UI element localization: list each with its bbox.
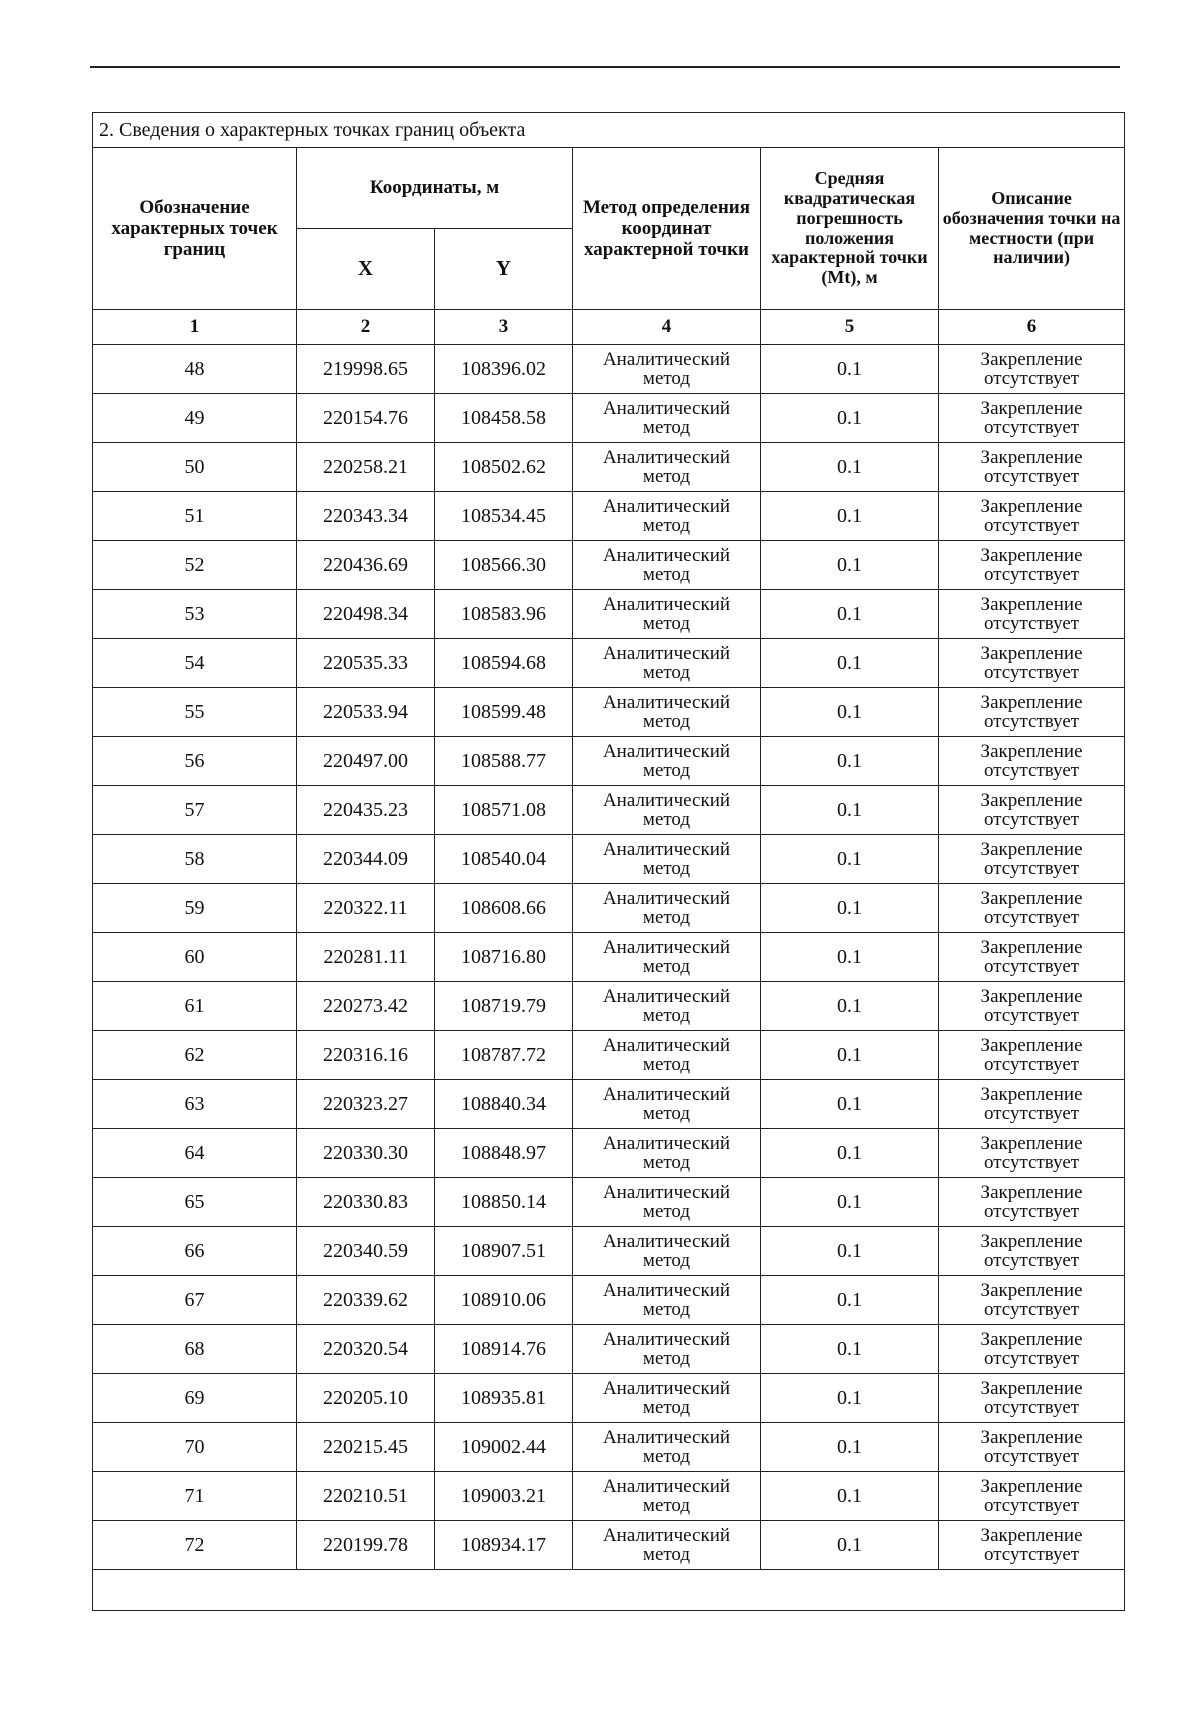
error-mt: 0.1 <box>761 1129 939 1178</box>
method-line: метод <box>642 1446 691 1467</box>
coord-y: 108502.62 <box>435 443 573 492</box>
coord-x: 220497.00 <box>297 737 435 786</box>
coord-y: 108458.58 <box>435 394 573 443</box>
description-cell <box>939 1178 1125 1227</box>
coord-y: 109003.21 <box>435 1472 573 1521</box>
coord-y: 108571.08 <box>435 786 573 835</box>
table-row <box>93 1374 1125 1423</box>
method-cell <box>573 492 761 541</box>
coord-y: 108534.45 <box>435 492 573 541</box>
method-line: Аналитический <box>602 594 731 615</box>
method-line: Аналитический <box>602 1231 731 1252</box>
description-cell <box>939 688 1125 737</box>
coord-x: 220330.30 <box>297 1129 435 1178</box>
header-error: Средняя квадратическая погрешность положения характерной точки (Mt), м <box>761 148 939 310</box>
description-line: отсутствует <box>984 1054 1080 1075</box>
error-mt: 0.1 <box>761 1472 939 1521</box>
description-line: Закрепление <box>980 1378 1083 1399</box>
method-line: метод <box>642 858 691 879</box>
header-coordinates: Координаты, м <box>297 148 573 229</box>
description-cell <box>939 345 1125 394</box>
table-row <box>93 1080 1125 1129</box>
description-cell <box>939 1521 1125 1570</box>
method-line: Аналитический <box>602 1182 731 1203</box>
method-cell <box>573 1227 761 1276</box>
point-id: 66 <box>93 1227 297 1276</box>
description-line: Закрепление <box>980 594 1083 615</box>
point-id: 53 <box>93 590 297 639</box>
coord-x: 220339.62 <box>297 1276 435 1325</box>
coord-y: 108910.06 <box>435 1276 573 1325</box>
table-row <box>93 492 1125 541</box>
description-line: отсутствует <box>984 1152 1080 1173</box>
header-description: Описание обозначения точки на местности (при наличии) <box>939 148 1125 310</box>
coord-y: 108588.77 <box>435 737 573 786</box>
point-id: 49 <box>93 394 297 443</box>
header-point-designation: Обозначение характерных точек границ <box>93 148 297 310</box>
method-line: метод <box>642 956 691 977</box>
coord-x: 220330.83 <box>297 1178 435 1227</box>
description-line: Закрепление <box>980 1182 1083 1203</box>
method-cell <box>573 590 761 639</box>
coord-x: 220323.27 <box>297 1080 435 1129</box>
method-cell <box>573 345 761 394</box>
method-line: Аналитический <box>602 986 731 1007</box>
description-line: Закрепление <box>980 888 1083 909</box>
method-line: метод <box>642 907 691 928</box>
description-cell <box>939 786 1125 835</box>
point-id: 62 <box>93 1031 297 1080</box>
method-line: метод <box>642 1299 691 1320</box>
method-cell <box>573 884 761 933</box>
description-cell <box>939 1472 1125 1521</box>
column-number: 6 <box>939 310 1125 345</box>
description-line: Закрепление <box>980 790 1083 811</box>
description-line: Закрепление <box>980 692 1083 713</box>
method-line: метод <box>642 466 691 487</box>
error-mt: 0.1 <box>761 786 939 835</box>
method-cell <box>573 1325 761 1374</box>
error-mt: 0.1 <box>761 1325 939 1374</box>
method-line: метод <box>642 564 691 585</box>
coord-x: 220281.11 <box>297 933 435 982</box>
method-line: Аналитический <box>602 1035 731 1056</box>
column-number: 5 <box>761 310 939 345</box>
coord-x: 220210.51 <box>297 1472 435 1521</box>
coord-y: 108608.66 <box>435 884 573 933</box>
table-row <box>93 590 1125 639</box>
method-line: Аналитический <box>602 1525 731 1546</box>
method-line: Аналитический <box>602 1427 731 1448</box>
coord-y: 108914.76 <box>435 1325 573 1374</box>
method-cell <box>573 835 761 884</box>
coord-y: 108934.17 <box>435 1521 573 1570</box>
description-line: отсутствует <box>984 1397 1080 1418</box>
section-title: 2. Сведения о характерных точках границ объекта <box>93 113 1125 148</box>
method-line: Аналитический <box>602 1133 731 1154</box>
error-mt: 0.1 <box>761 345 939 394</box>
method-cell <box>573 443 761 492</box>
method-line: Аналитический <box>602 741 731 762</box>
method-line: Аналитический <box>602 839 731 860</box>
point-id: 58 <box>93 835 297 884</box>
description-cell <box>939 590 1125 639</box>
point-id: 57 <box>93 786 297 835</box>
header-x: X <box>297 229 435 310</box>
method-line: Аналитический <box>602 398 731 419</box>
table-row <box>93 1129 1125 1178</box>
table-row <box>93 1325 1125 1374</box>
point-id: 51 <box>93 492 297 541</box>
description-line: отсутствует <box>984 1495 1080 1516</box>
method-line: Аналитический <box>602 1329 731 1350</box>
description-cell <box>939 1031 1125 1080</box>
description-cell <box>939 639 1125 688</box>
coord-y: 108716.80 <box>435 933 573 982</box>
table-row <box>93 1423 1125 1472</box>
description-line: отсутствует <box>984 1250 1080 1271</box>
table-row <box>93 443 1125 492</box>
method-line: Аналитический <box>602 888 731 909</box>
coord-x: 220199.78 <box>297 1521 435 1570</box>
point-id: 63 <box>93 1080 297 1129</box>
coord-x: 220215.45 <box>297 1423 435 1472</box>
method-line: метод <box>642 1054 691 1075</box>
coord-y: 108396.02 <box>435 345 573 394</box>
error-mt: 0.1 <box>761 590 939 639</box>
method-cell <box>573 786 761 835</box>
point-id: 67 <box>93 1276 297 1325</box>
method-cell <box>573 1080 761 1129</box>
table-row <box>93 1031 1125 1080</box>
description-line: Закрепление <box>980 447 1083 468</box>
method-cell <box>573 541 761 590</box>
table-row <box>93 1472 1125 1521</box>
description-line: отсутствует <box>984 1544 1080 1565</box>
description-line: Закрепление <box>980 545 1083 566</box>
table-row <box>93 933 1125 982</box>
method-line: Аналитический <box>602 447 731 468</box>
table-row <box>93 835 1125 884</box>
method-line: Аналитический <box>602 1378 731 1399</box>
point-id: 48 <box>93 345 297 394</box>
method-cell <box>573 639 761 688</box>
method-cell <box>573 1521 761 1570</box>
point-id: 60 <box>93 933 297 982</box>
description-line: отсутствует <box>984 760 1080 781</box>
point-id: 61 <box>93 982 297 1031</box>
description-cell <box>939 1080 1125 1129</box>
coord-y: 108935.81 <box>435 1374 573 1423</box>
method-cell <box>573 1472 761 1521</box>
error-mt: 0.1 <box>761 1227 939 1276</box>
method-cell <box>573 1423 761 1472</box>
description-line: Закрепление <box>980 1476 1083 1497</box>
error-mt: 0.1 <box>761 835 939 884</box>
description-cell <box>939 1276 1125 1325</box>
method-line: метод <box>642 760 691 781</box>
error-mt: 0.1 <box>761 443 939 492</box>
coord-x: 220343.34 <box>297 492 435 541</box>
method-line: метод <box>642 1005 691 1026</box>
top-rule <box>90 66 1120 68</box>
method-line: Аналитический <box>602 1084 731 1105</box>
method-line: Аналитический <box>602 937 731 958</box>
method-line: метод <box>642 1201 691 1222</box>
method-cell <box>573 394 761 443</box>
coord-x: 220316.16 <box>297 1031 435 1080</box>
method-line: Аналитический <box>602 349 731 370</box>
table-row <box>93 639 1125 688</box>
table-row <box>93 394 1125 443</box>
error-mt: 0.1 <box>761 884 939 933</box>
method-cell <box>573 1374 761 1423</box>
description-line: отсутствует <box>984 809 1080 830</box>
description-cell <box>939 835 1125 884</box>
coord-x: 220205.10 <box>297 1374 435 1423</box>
coord-y: 109002.44 <box>435 1423 573 1472</box>
method-line: Аналитический <box>602 790 731 811</box>
coord-x: 220273.42 <box>297 982 435 1031</box>
column-number: 2 <box>297 310 435 345</box>
boundary-points-table <box>92 112 1125 1611</box>
table-row <box>93 737 1125 786</box>
method-line: метод <box>642 1397 691 1418</box>
coord-x: 220344.09 <box>297 835 435 884</box>
error-mt: 0.1 <box>761 1080 939 1129</box>
coord-x: 220258.21 <box>297 443 435 492</box>
point-id: 59 <box>93 884 297 933</box>
description-cell <box>939 884 1125 933</box>
description-cell <box>939 394 1125 443</box>
header-method: Метод определения координат характерной точки <box>573 148 761 310</box>
description-cell <box>939 1325 1125 1374</box>
coord-y: 108840.34 <box>435 1080 573 1129</box>
table-row <box>93 1276 1125 1325</box>
method-line: метод <box>642 662 691 683</box>
description-line: отсутствует <box>984 466 1080 487</box>
error-mt: 0.1 <box>761 1374 939 1423</box>
description-line: Закрепление <box>980 1427 1083 1448</box>
point-id: 71 <box>93 1472 297 1521</box>
point-id: 68 <box>93 1325 297 1374</box>
column-number: 1 <box>93 310 297 345</box>
description-line: отсутствует <box>984 1103 1080 1124</box>
method-cell <box>573 737 761 786</box>
coord-y: 108599.48 <box>435 688 573 737</box>
coord-y: 108848.97 <box>435 1129 573 1178</box>
description-line: отсутствует <box>984 368 1080 389</box>
coord-x: 220320.54 <box>297 1325 435 1374</box>
coord-y: 108583.96 <box>435 590 573 639</box>
method-cell <box>573 1178 761 1227</box>
method-line: Аналитический <box>602 692 731 713</box>
table-row <box>93 541 1125 590</box>
description-cell <box>939 443 1125 492</box>
coord-y: 108594.68 <box>435 639 573 688</box>
method-cell <box>573 982 761 1031</box>
point-id: 56 <box>93 737 297 786</box>
error-mt: 0.1 <box>761 1423 939 1472</box>
description-line: отсутствует <box>984 662 1080 683</box>
error-mt: 0.1 <box>761 982 939 1031</box>
description-line: Закрепление <box>980 496 1083 517</box>
coord-x: 220436.69 <box>297 541 435 590</box>
description-line: Закрепление <box>980 1133 1083 1154</box>
description-line: отсутствует <box>984 1005 1080 1026</box>
method-line: метод <box>642 809 691 830</box>
error-mt: 0.1 <box>761 1178 939 1227</box>
description-line: отсутствует <box>984 858 1080 879</box>
method-cell <box>573 688 761 737</box>
description-cell <box>939 1227 1125 1276</box>
error-mt: 0.1 <box>761 541 939 590</box>
coord-x: 220435.23 <box>297 786 435 835</box>
description-line: Закрепление <box>980 986 1083 1007</box>
error-mt: 0.1 <box>761 1521 939 1570</box>
coord-x: 220340.59 <box>297 1227 435 1276</box>
method-cell <box>573 1276 761 1325</box>
description-line: Закрепление <box>980 937 1083 958</box>
method-line: метод <box>642 613 691 634</box>
description-line: отсутствует <box>984 1446 1080 1467</box>
point-id: 72 <box>93 1521 297 1570</box>
description-cell <box>939 1423 1125 1472</box>
method-cell <box>573 1129 761 1178</box>
method-line: метод <box>642 368 691 389</box>
point-id: 54 <box>93 639 297 688</box>
description-line: отсутствует <box>984 1299 1080 1320</box>
description-line: Закрепление <box>980 1231 1083 1252</box>
table-row <box>93 884 1125 933</box>
column-number: 3 <box>435 310 573 345</box>
description-line: отсутствует <box>984 956 1080 977</box>
coord-x: 220533.94 <box>297 688 435 737</box>
error-mt: 0.1 <box>761 492 939 541</box>
error-mt: 0.1 <box>761 394 939 443</box>
method-line: Аналитический <box>602 545 731 566</box>
method-line: метод <box>642 417 691 438</box>
table-row <box>93 786 1125 835</box>
coord-x: 220498.34 <box>297 590 435 639</box>
method-line: метод <box>642 1348 691 1369</box>
point-id: 55 <box>93 688 297 737</box>
method-cell <box>573 1031 761 1080</box>
coord-x: 220535.33 <box>297 639 435 688</box>
header-y: Y <box>435 229 573 310</box>
coord-y: 108719.79 <box>435 982 573 1031</box>
point-id: 70 <box>93 1423 297 1472</box>
method-line: метод <box>642 1152 691 1173</box>
description-line: Закрепление <box>980 1525 1083 1546</box>
error-mt: 0.1 <box>761 737 939 786</box>
method-cell <box>573 933 761 982</box>
description-cell <box>939 737 1125 786</box>
table-row <box>93 345 1125 394</box>
description-line: Закрепление <box>980 1280 1083 1301</box>
error-mt: 0.1 <box>761 1031 939 1080</box>
table-row <box>93 1227 1125 1276</box>
description-line: Закрепление <box>980 643 1083 664</box>
point-id: 64 <box>93 1129 297 1178</box>
description-cell <box>939 1129 1125 1178</box>
method-line: Аналитический <box>602 643 731 664</box>
point-id: 69 <box>93 1374 297 1423</box>
column-number: 4 <box>573 310 761 345</box>
description-line: Закрепление <box>980 349 1083 370</box>
coord-y: 108540.04 <box>435 835 573 884</box>
method-line: Аналитический <box>602 1476 731 1497</box>
description-line: отсутствует <box>984 907 1080 928</box>
description-line: Закрепление <box>980 1084 1083 1105</box>
description-line: отсутствует <box>984 515 1080 536</box>
point-id: 65 <box>93 1178 297 1227</box>
description-line: отсутствует <box>984 564 1080 585</box>
method-line: метод <box>642 1495 691 1516</box>
description-cell <box>939 933 1125 982</box>
description-line: отсутствует <box>984 711 1080 732</box>
coord-x: 219998.65 <box>297 345 435 394</box>
table-row <box>93 982 1125 1031</box>
method-line: метод <box>642 1544 691 1565</box>
method-line: метод <box>642 515 691 536</box>
description-line: Закрепление <box>980 398 1083 419</box>
method-line: метод <box>642 1103 691 1124</box>
error-mt: 0.1 <box>761 639 939 688</box>
error-mt: 0.1 <box>761 933 939 982</box>
coord-x: 220154.76 <box>297 394 435 443</box>
table-row <box>93 688 1125 737</box>
description-line: отсутствует <box>984 1348 1080 1369</box>
table-row <box>93 1521 1125 1570</box>
description-cell <box>939 541 1125 590</box>
description-line: Закрепление <box>980 741 1083 762</box>
empty-footer-row <box>93 1570 1125 1611</box>
description-line: Закрепление <box>980 839 1083 860</box>
description-cell <box>939 982 1125 1031</box>
description-line: Закрепление <box>980 1329 1083 1350</box>
point-id: 50 <box>93 443 297 492</box>
coord-y: 108907.51 <box>435 1227 573 1276</box>
coord-y: 108787.72 <box>435 1031 573 1080</box>
table-row <box>93 1178 1125 1227</box>
description-cell <box>939 1374 1125 1423</box>
description-cell <box>939 492 1125 541</box>
method-line: Аналитический <box>602 496 731 517</box>
method-line: метод <box>642 711 691 732</box>
column-number-row <box>93 310 1125 345</box>
description-line: отсутствует <box>984 417 1080 438</box>
coord-x: 220322.11 <box>297 884 435 933</box>
point-id: 52 <box>93 541 297 590</box>
description-line: отсутствует <box>984 613 1080 634</box>
coord-y: 108850.14 <box>435 1178 573 1227</box>
empty-cell <box>93 1570 1125 1611</box>
error-mt: 0.1 <box>761 1276 939 1325</box>
description-line: Закрепление <box>980 1035 1083 1056</box>
description-line: отсутствует <box>984 1201 1080 1222</box>
method-line: Аналитический <box>602 1280 731 1301</box>
method-line: метод <box>642 1250 691 1271</box>
coord-y: 108566.30 <box>435 541 573 590</box>
error-mt: 0.1 <box>761 688 939 737</box>
